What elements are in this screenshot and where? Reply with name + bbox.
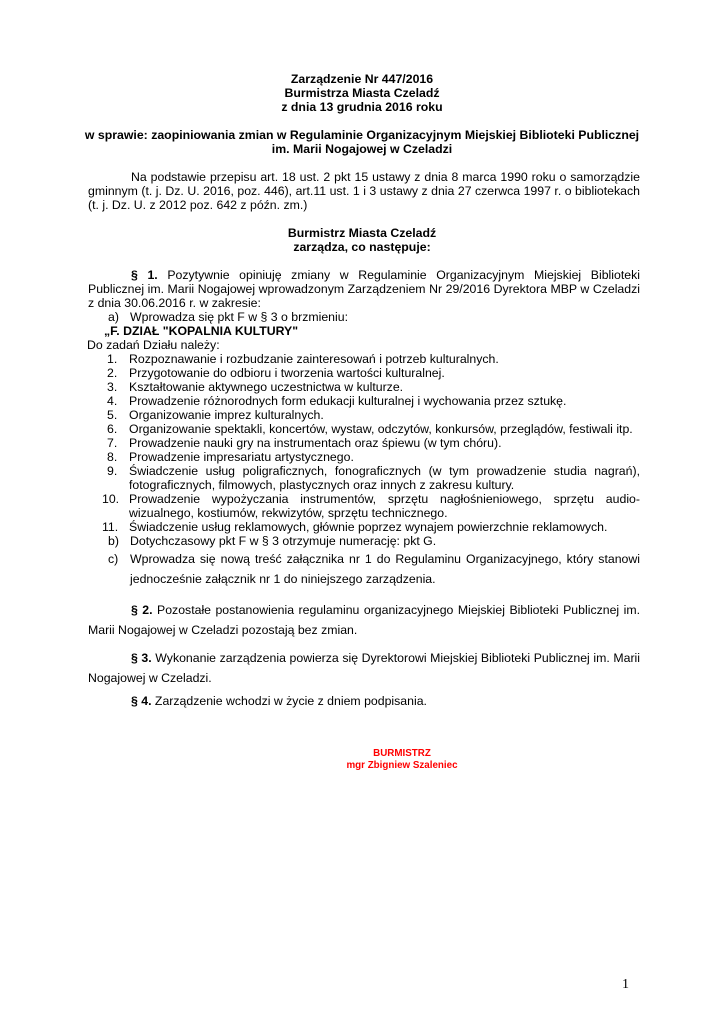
duty-item [88, 436, 640, 450]
list-item-b [88, 534, 640, 548]
duty-text: Przygotowanie do odbioru i tworzenia wartości kulturalnej. [129, 366, 445, 380]
duty-item [88, 408, 640, 422]
duty-item [88, 366, 640, 380]
section-3-paragraph [88, 648, 640, 688]
duty-number: 10. [102, 492, 120, 506]
list-item-a [88, 310, 640, 324]
section-4-mark: § 4. [131, 694, 152, 708]
duty-number: 11. [102, 520, 119, 534]
duty-text: Prowadzenie nauki gry na instrumentach oraz śpiewu (w tym chóru). [129, 436, 502, 450]
title-line-3: z dnia 13 grudnia 2016 roku [281, 100, 443, 114]
list-item-b-label: b) [108, 534, 119, 548]
duty-number: 3. [107, 380, 118, 394]
section-4-text: Zarządzenie wchodzi w życie z dniem podpisania. [151, 694, 427, 708]
subject-line-2: im. Marii Nogajowej w Czeladzi [271, 142, 453, 156]
section-3-mark: § 3. [131, 651, 152, 665]
duty-text: Świadczenie usług poligraficznych, fonograficznych (w tym prowadzenie studia nagrań), fotograficznych, filmowych, plastycznych oraz innych z zakresu kultury. [129, 464, 640, 492]
duty-text: Prowadzenie impresariatu artystycznego. [129, 450, 354, 464]
list-item-a-text: Wprowadza się pkt F w § 3 o brzmieniu: [130, 310, 349, 324]
section-2-text: Pozostałe postanowienia regulaminu organizacyjnego Miejskiej Biblioteki Publicznej im. Marii Nogajowej w Czeladzi pozostają bez zmian. [88, 603, 641, 637]
duty-number: 4. [107, 394, 118, 408]
document-header [80, 72, 644, 114]
list-item-c-label: c) [108, 552, 119, 566]
duty-item [88, 520, 640, 534]
section-1-text: Pozytywnie opiniuję zmiany w Regulaminie Organizacyjnym Miejskiej Biblioteki Publicznej im. Marii Nogajowej wprowadzonym Zarządzeniem Nr 29/2016 Dyrektora MBP w Czeladzi z dnia 30.06.2016 r. w zakresie: [88, 268, 640, 310]
duty-number: 5. [107, 408, 118, 422]
section-1-mark: § 1. [131, 268, 158, 282]
duty-number: 9. [107, 464, 118, 478]
section-1-paragraph [88, 268, 640, 310]
list-item-c-text: Wprowadza się nową treść załącznika nr 1 do Regulaminu Organizacyjnego, który stanowi jednocześnie załącznik nr 1 do niniejszego zarządzenia. [130, 552, 640, 586]
section-2-mark: § 2. [131, 603, 153, 617]
section-3-text: Wykonanie zarządzenia powierza się Dyrektorowi Miejskiej Biblioteki Publicznej im. Marii Nogajowej w Czeladzi. [88, 651, 640, 685]
signature-name: mgr Zbigniew Szaleniec [346, 760, 458, 771]
duty-number: 8. [107, 450, 118, 464]
duty-text: Organizowanie imprez kulturalnych. [129, 408, 324, 422]
duty-item [88, 450, 640, 464]
duty-number: 7. [107, 436, 118, 450]
duty-text: Kształtowanie aktywnego uczestnictwa w kulturze. [129, 380, 404, 394]
duty-item [88, 422, 640, 436]
duty-number: 1. [107, 352, 118, 366]
list-item-b-text: Dotychczasowy pkt F w § 3 otrzymuje numerację: pkt G. [130, 534, 437, 548]
document-subject [80, 128, 644, 156]
duty-item [88, 352, 640, 366]
page-number: 1 [622, 977, 629, 992]
duty-number: 6. [107, 422, 118, 436]
duty-text: Prowadzenie różnorodnych form edukacji kulturalnej i wychowania przez sztukę. [129, 394, 567, 408]
list-item-a-label: a) [108, 310, 119, 324]
duty-item [88, 394, 640, 408]
title-line-2: Burmistrza Miasta Czeladź [284, 86, 440, 100]
duty-item [88, 492, 640, 520]
department-title: „F. DZIAŁ "KOPALNIA KULTURY" [104, 324, 299, 338]
legal-basis: Na podstawie przepisu art. 18 ust. 2 pkt 15 ustawy z dnia 8 marca 1990 roku o samorządzie gminnym (t. j. Dz. U. 2016, poz. 446), art.11 ust. 1 i 3 ustawy z dnia 27 czerwca 1997 r. o bibliotekach (t. j. Dz. U. z 2012 poz. 642 z późn. zm.) [88, 170, 640, 212]
duty-text: Organizowanie spektakli, koncertów, wystaw, odczytów, konkursów, przeglądów, festiwali itp. [129, 422, 633, 436]
section-2-paragraph [88, 600, 640, 640]
duty-item [88, 464, 640, 492]
duty-text: Świadczenie usług reklamowych, głównie poprzez wynajem powierzchnie reklamowych. [129, 520, 608, 534]
duty-item [88, 380, 640, 394]
subject-line-1: w sprawie: zaopiniowania zmian w Regulaminie Organizacyjnym Miejskiej Biblioteki Publicznej [84, 128, 640, 142]
duties-intro: Do zadań Działu należy: [87, 338, 220, 352]
section-1-list [88, 310, 640, 589]
title-line-1: Zarządzenie Nr 447/2016 [290, 72, 434, 86]
decree-line-1: Burmistrz Miasta Czeladź [287, 226, 437, 240]
duty-text: Prowadzenie wypożyczania instrumentów, sprzętu nagłośnieniowego, sprzętu audio-wizualnego, kostiumów, rekwizytów, sprzętu technicznego. [129, 492, 640, 520]
duty-number: 2. [107, 366, 118, 380]
list-item-c [88, 549, 640, 589]
section-4-paragraph [88, 694, 640, 708]
signature-block [300, 748, 504, 772]
decree-heading [80, 226, 644, 254]
duty-text: Rozpoznawanie i rozbudzanie zainteresowań i potrzeb kulturalnych. [129, 352, 499, 366]
decree-line-2: zarządza, co następuje: [293, 240, 431, 254]
signature-title: BURMISTRZ [373, 748, 431, 759]
